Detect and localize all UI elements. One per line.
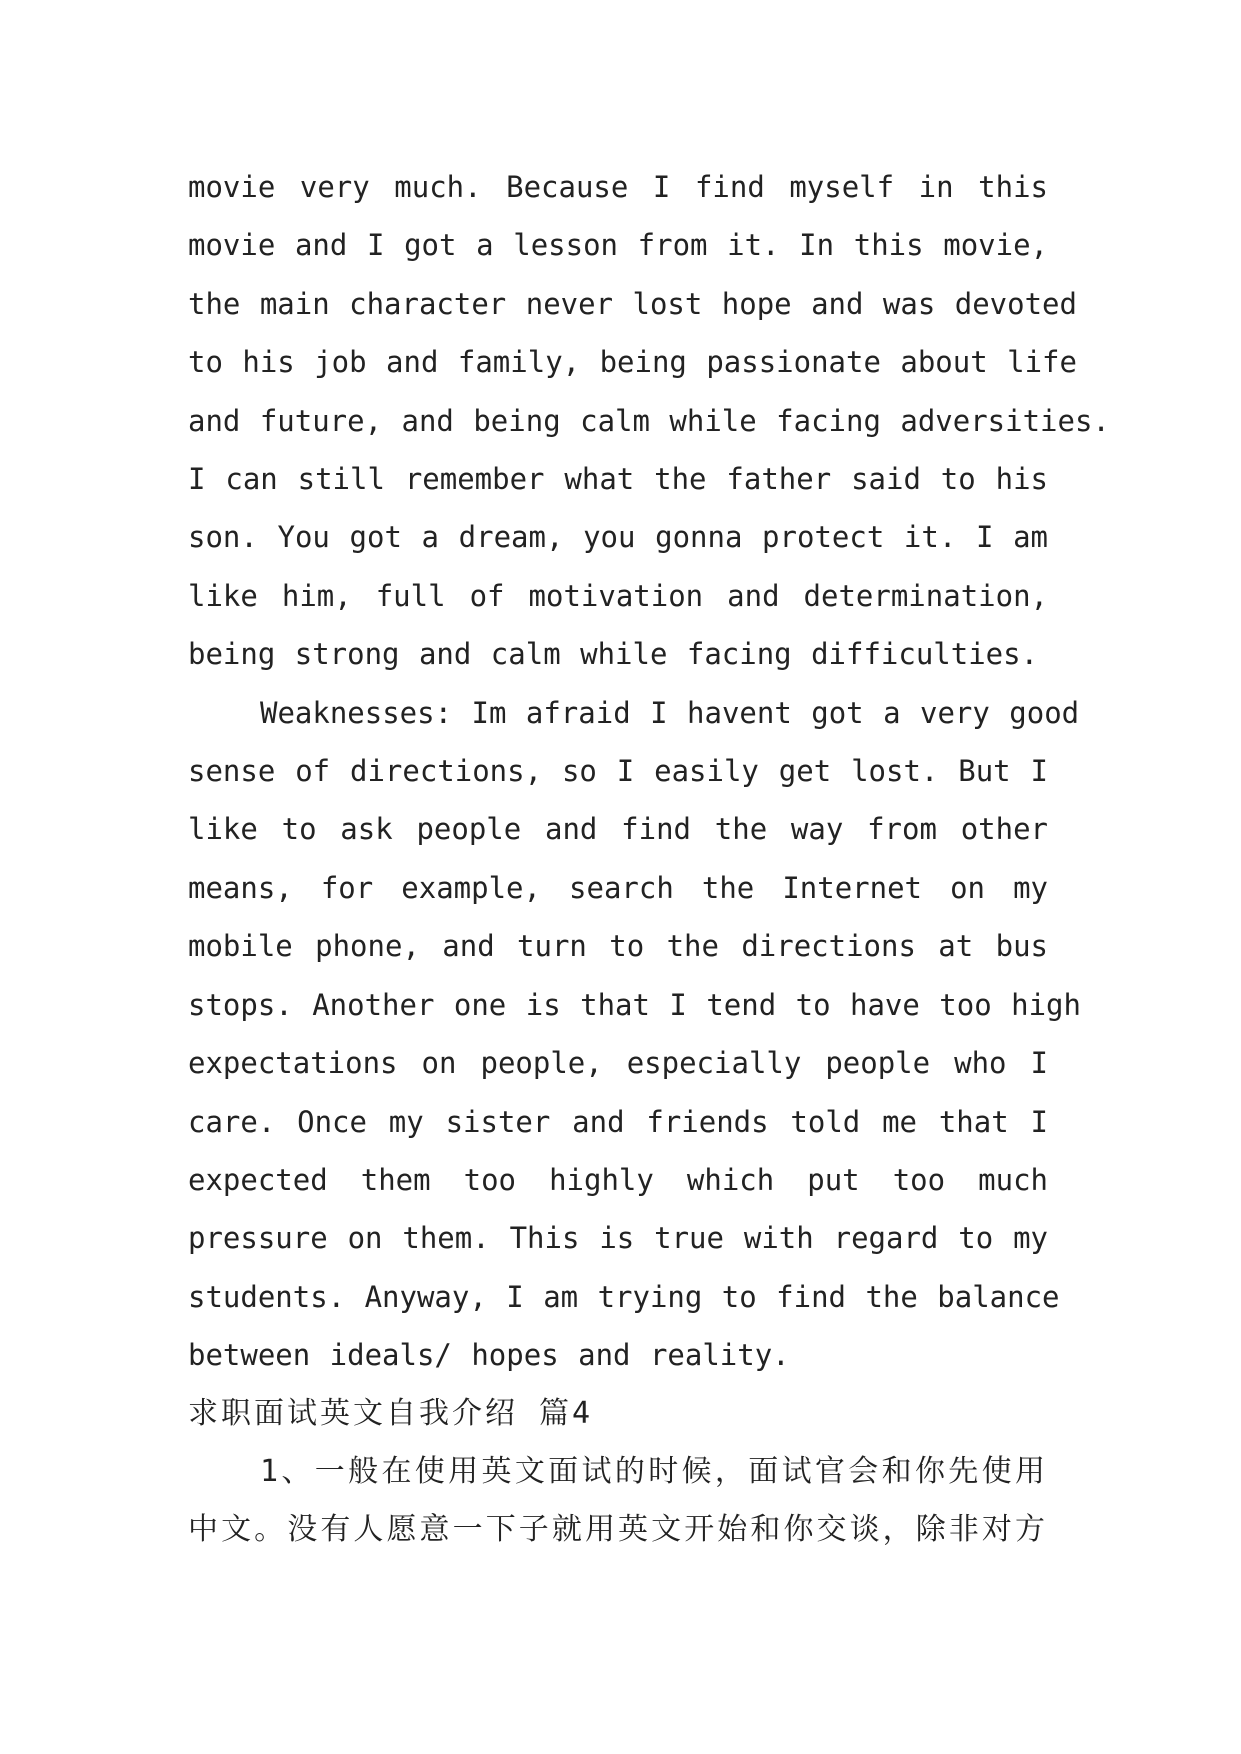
paragraph-weaknesses bbox=[188, 684, 1081, 1385]
text-line: students. Anyway, I am trying to find the balance bbox=[188, 1279, 1060, 1314]
text-line: I can still remember what the father said to his bbox=[188, 462, 1048, 497]
text-line: expected them too highly which put too much bbox=[188, 1162, 1048, 1197]
text-line: to his job and family, being passionate about life bbox=[188, 345, 1077, 380]
section-heading: 求职面试英文自我介绍 篇4 bbox=[188, 1395, 594, 1431]
paragraph-strengths-continued bbox=[188, 158, 1110, 684]
text-line: sense of directions, so I easily get lost. But I bbox=[188, 754, 1048, 789]
text-line: stops. Another one is that I tend to have too high bbox=[188, 987, 1081, 1022]
text-line: mobile phone, and turn to the directions at bus bbox=[188, 929, 1048, 964]
text-line: expectations on people, especially people who I bbox=[188, 1046, 1048, 1081]
text-line: son. You got a dream, you gonna protect it. I am bbox=[188, 520, 1048, 555]
text-line: means, for example, search the Internet on my bbox=[188, 870, 1048, 905]
text-line: movie and I got a lesson from it. In this movie, bbox=[188, 228, 1048, 263]
text-line: pressure on them. This is true with regard to my bbox=[188, 1221, 1048, 1256]
text-line: like to ask people and find the way from other bbox=[188, 812, 1048, 847]
paragraph-tips bbox=[188, 1443, 1048, 1560]
text-line: the main character never lost hope and was devoted bbox=[188, 286, 1077, 321]
text-line: care. Once my sister and friends told me that I bbox=[188, 1104, 1048, 1139]
text-line: like him, full of motivation and determination, bbox=[188, 578, 1048, 613]
text-line: movie very much. Because I find myself in this bbox=[188, 170, 1048, 204]
text-line: being strong and calm while facing difficulties. bbox=[188, 637, 1039, 672]
text-line: between ideals/ hopes and reality. bbox=[188, 1338, 790, 1373]
text-line: and future, and being calm while facing adversities. bbox=[188, 403, 1110, 438]
text-line: Weaknesses: Im afraid I havent got a very good bbox=[260, 695, 1080, 730]
document-body bbox=[188, 158, 1110, 1560]
text-line: 中文。没有人愿意一下子就用英文开始和你交谈，除非对方 bbox=[188, 1512, 1048, 1548]
text-line: 1、一般在使用英文面试的时候，面试官会和你先使用 bbox=[260, 1453, 1048, 1489]
